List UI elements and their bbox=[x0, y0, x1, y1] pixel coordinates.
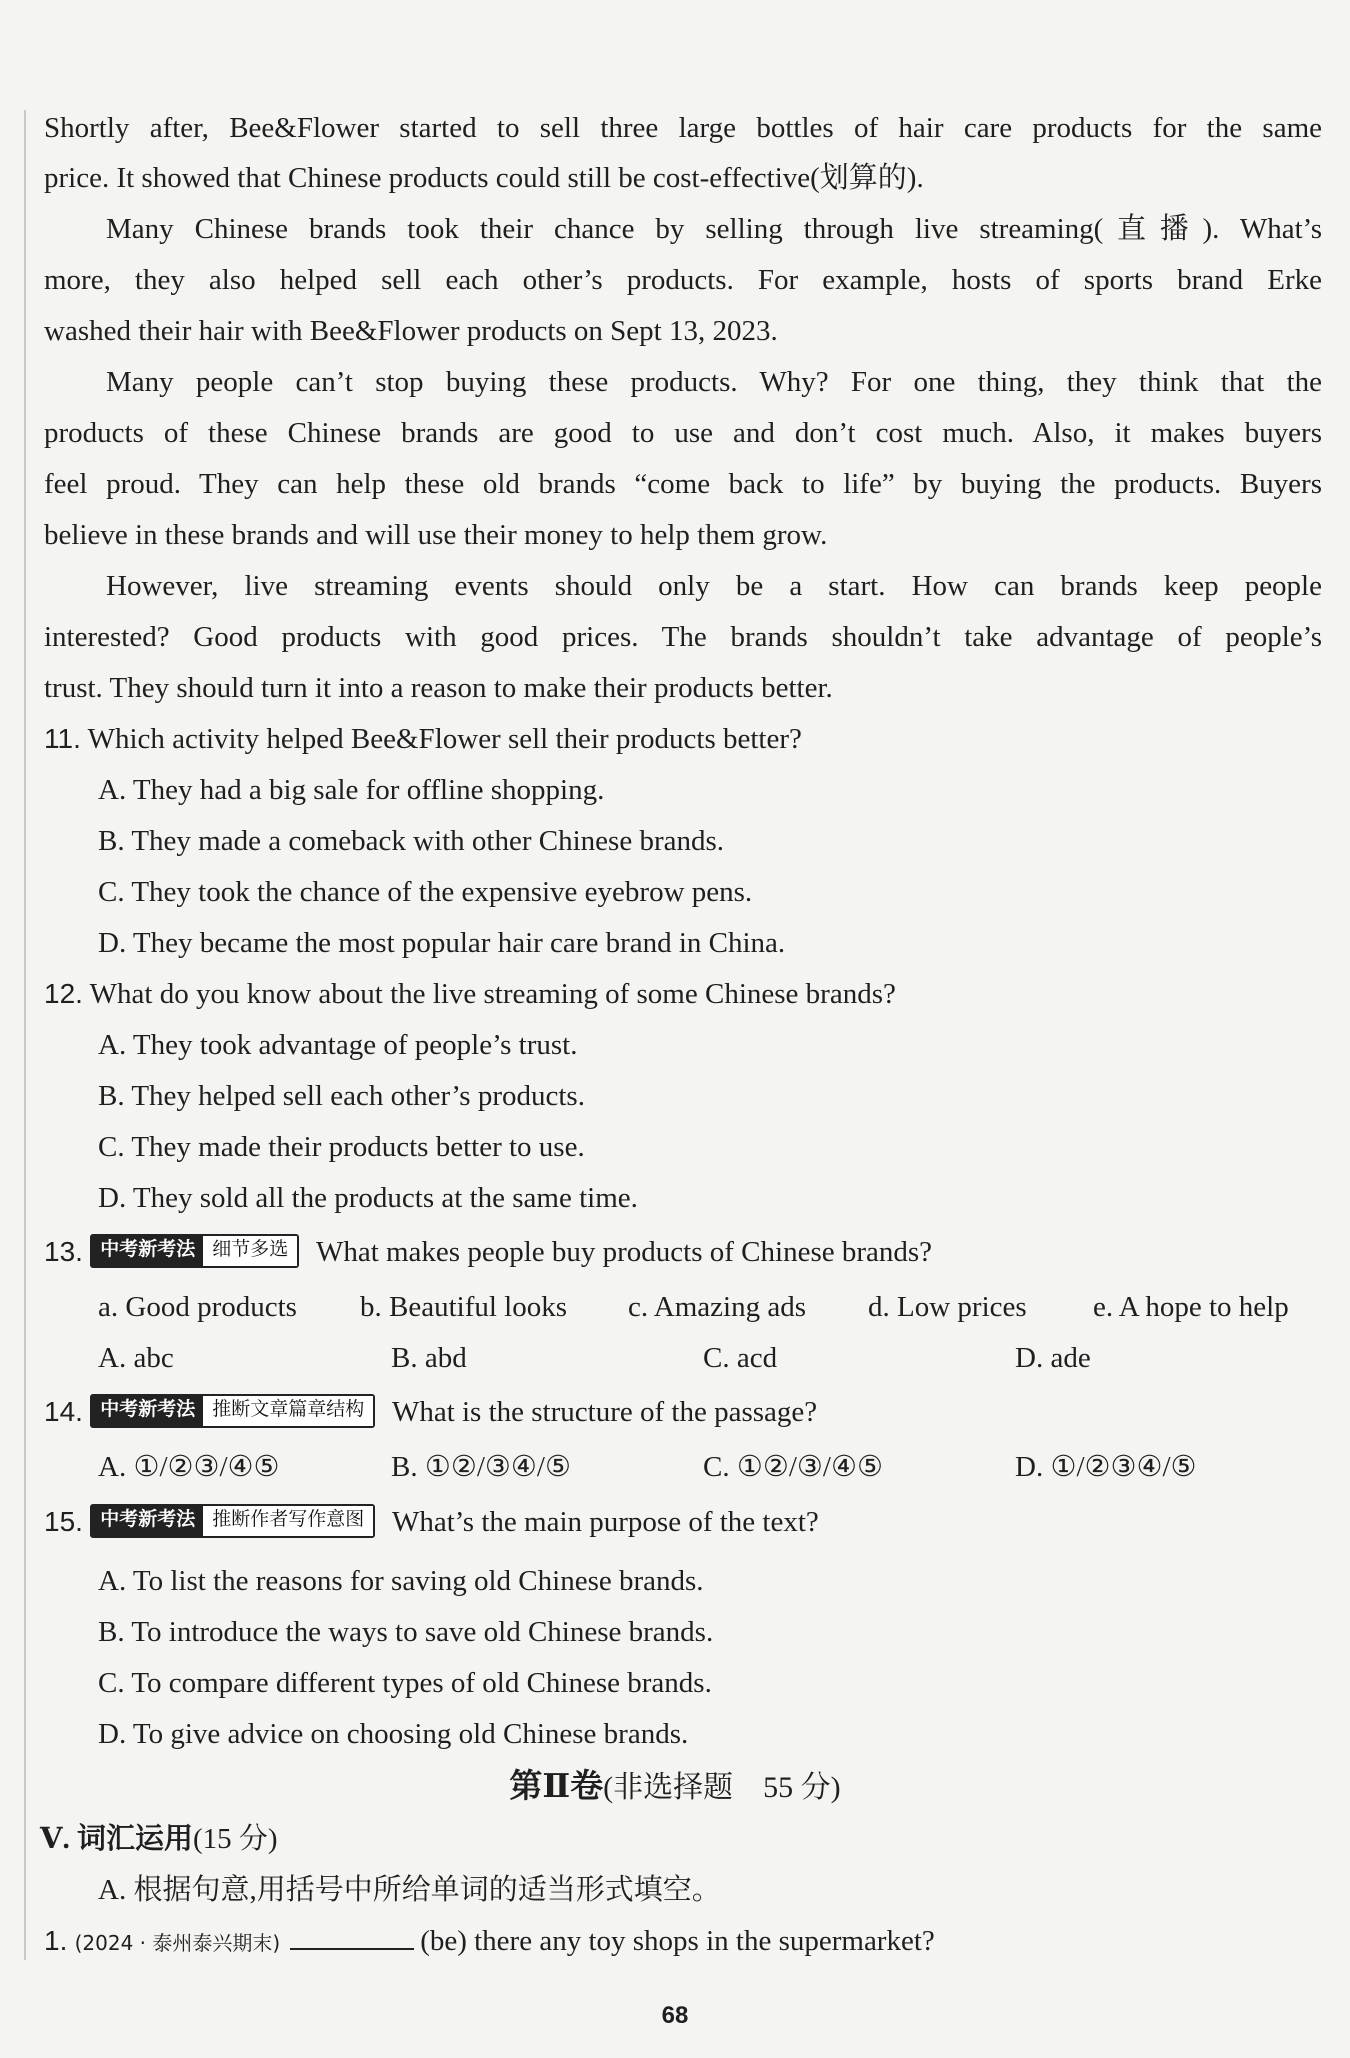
answer-blank[interactable] bbox=[290, 1922, 414, 1950]
section-instruction: A. 根据句意,用括号中所给单词的适当形式填空。 bbox=[98, 1874, 721, 1906]
option-item: A. ①/②③/④⑤ bbox=[98, 1451, 280, 1483]
option-item: C. ①②/③/④⑤ bbox=[703, 1451, 883, 1483]
passage-line: price. It showed that Chinese products could still be cost-effective(划算的). bbox=[44, 162, 924, 194]
exam-tag-type: 细节多选 bbox=[203, 1236, 297, 1266]
option-item: B. To introduce the ways to save old Chinese brands. bbox=[98, 1616, 714, 1648]
part-title-bold: 第Ⅱ卷 bbox=[509, 1769, 604, 1805]
margin-rule bbox=[24, 110, 26, 1960]
option-item: D. They sold all the products at the same time. bbox=[98, 1182, 638, 1214]
question-number: 1. bbox=[44, 1925, 68, 1956]
question-text: What is the structure of the passage? bbox=[391, 1396, 818, 1428]
question-number: 13. bbox=[44, 1236, 83, 1267]
option-item: D. They became the most popular hair care brand in China. bbox=[98, 927, 786, 959]
passage-line: Shortly after, Bee&Flower started to sell three large bottles of hair care products for the same bbox=[44, 112, 1322, 144]
part-title bbox=[0, 1767, 1350, 1808]
passage-line: Many people can’t stop buying these products. Why? For one thing, they think that the bbox=[106, 366, 1322, 398]
exam-tag bbox=[90, 1234, 299, 1268]
question-14 bbox=[44, 1393, 1322, 1431]
passage-line: However, live streaming events should only be a start. How can brands keep people bbox=[106, 570, 1322, 602]
section-heading bbox=[40, 1820, 1318, 1858]
exam-tag-label: 中考新考法 bbox=[92, 1396, 203, 1426]
part-title-rest: (非选择题 55 分) bbox=[603, 1771, 841, 1804]
passage-line: interested? Good products with good prices. The brands shouldn’t take advantage of people’s bbox=[44, 621, 1322, 653]
option-item: B. They helped sell each other’s products. bbox=[98, 1080, 585, 1112]
question-12 bbox=[44, 975, 1322, 1013]
passage-line: washed their hair with Bee&Flower products on Sept 13, 2023. bbox=[44, 315, 778, 347]
option-item: A. They took advantage of people’s trust. bbox=[98, 1029, 578, 1061]
option-item: D. ①/②③④/⑤ bbox=[1015, 1451, 1197, 1483]
vocab-question-1 bbox=[44, 1922, 1322, 1962]
choice-items bbox=[98, 1288, 1350, 1326]
option-item: D. To give advice on choosing old Chinese brands. bbox=[98, 1718, 689, 1750]
choice-item: e. A hope to help bbox=[1093, 1291, 1289, 1323]
page-number: 68 bbox=[661, 2002, 689, 2029]
question-number: 14. bbox=[44, 1396, 83, 1427]
question-text: (be) there any toy shops in the supermarket? bbox=[420, 1925, 935, 1957]
option-item: A. To list the reasons for saving old Chinese brands. bbox=[98, 1565, 704, 1597]
exam-tag-label: 中考新考法 bbox=[92, 1506, 203, 1536]
option-item: B. abd bbox=[391, 1342, 467, 1374]
question-source: (2024 · 泰州泰兴期末) bbox=[74, 1931, 281, 1955]
exam-tag-type: 推断文章篇章结构 bbox=[203, 1396, 373, 1426]
question-number: 11. bbox=[44, 723, 81, 754]
question-number: 15. bbox=[44, 1506, 83, 1537]
exam-tag-type: 推断作者写作意图 bbox=[203, 1506, 373, 1536]
question-text: What’s the main purpose of the text? bbox=[391, 1506, 819, 1538]
exam-tag bbox=[90, 1394, 375, 1428]
option-item: C. acd bbox=[703, 1342, 778, 1374]
option-row bbox=[98, 1339, 1350, 1377]
passage-line: more, they also helped sell each other’s products. For example, hosts of sports brand Erke bbox=[44, 264, 1322, 296]
section-heading-bold: Ⅴ. 词汇运用 bbox=[40, 1823, 194, 1855]
option-item: C. They made their products better to use. bbox=[98, 1131, 585, 1163]
choice-item: a. Good products bbox=[98, 1291, 297, 1323]
question-text: What makes people buy products of Chinese brands? bbox=[315, 1236, 933, 1268]
passage-line: Many Chinese brands took their chance by selling through live streaming(直播). What’s bbox=[106, 213, 1322, 245]
option-item: A. abc bbox=[98, 1342, 174, 1374]
choice-item: b. Beautiful looks bbox=[360, 1291, 568, 1323]
choice-item: c. Amazing ads bbox=[628, 1291, 806, 1323]
exam-tag bbox=[90, 1504, 375, 1538]
section-heading-rest: (15 分) bbox=[193, 1823, 278, 1855]
passage-line: trust. They should turn it into a reason to make their products better. bbox=[44, 672, 833, 704]
passage-line: products of these Chinese brands are good to use and don’t cost much. Also, it makes buyers bbox=[44, 417, 1322, 449]
question-text: Which activity helped Bee&Flower sell their products better? bbox=[87, 723, 802, 755]
option-item: B. They made a comeback with other Chinese brands. bbox=[98, 825, 725, 857]
exam-tag-label: 中考新考法 bbox=[92, 1236, 203, 1266]
question-text: What do you know about the live streaming of some Chinese brands? bbox=[89, 978, 896, 1010]
choice-item: d. Low prices bbox=[868, 1291, 1027, 1323]
question-15 bbox=[44, 1503, 1322, 1541]
question-number: 12. bbox=[44, 978, 83, 1009]
option-row bbox=[98, 1448, 1350, 1486]
passage-line: believe in these brands and will use their money to help them grow. bbox=[44, 519, 828, 551]
passage-line: feel proud. They can help these old brands “come back to life” by buying the products. Buyers bbox=[44, 468, 1322, 500]
question-11 bbox=[44, 720, 1322, 758]
option-item: D. ade bbox=[1015, 1342, 1091, 1374]
question-13 bbox=[44, 1233, 1322, 1271]
option-item: C. They took the chance of the expensive eyebrow pens. bbox=[98, 876, 753, 908]
option-item: A. They had a big sale for offline shopping. bbox=[98, 774, 605, 806]
option-item: C. To compare different types of old Chinese brands. bbox=[98, 1667, 712, 1699]
option-item: B. ①②/③④/⑤ bbox=[391, 1451, 571, 1483]
